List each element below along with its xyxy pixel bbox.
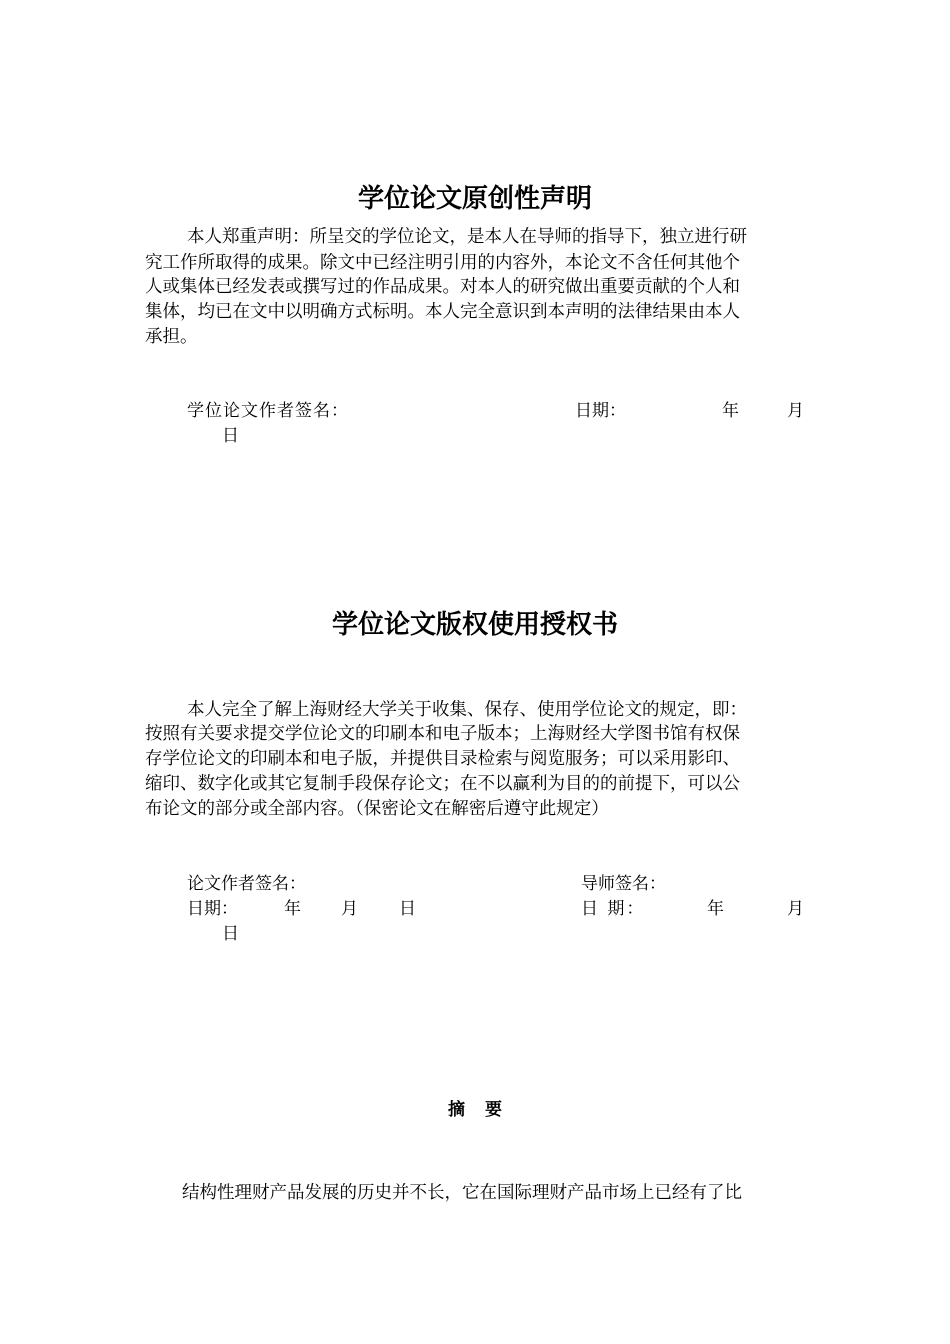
- declaration-line: 究工作所取得的成果。除文中已经注明引用的内容外，本论文不含任何其他个: [145, 253, 740, 273]
- declaration-day-label: 日: [222, 426, 239, 446]
- authorization-supervisor-day-label: 日: [222, 924, 239, 944]
- declaration-year-label: 年: [722, 401, 739, 421]
- authorization-author-year-label: 年: [284, 899, 301, 919]
- authorization-supervisor-date-label: 日 期：: [581, 899, 646, 919]
- authorization-author-day-label: 日: [399, 899, 416, 919]
- authorization-supervisor-year-label: 年: [707, 899, 724, 919]
- declaration-line: 本人郑重声明：所呈交的学位论文，是本人在导师的指导下，独立进行研: [187, 227, 747, 247]
- abstract-title: 摘要: [448, 1100, 522, 1120]
- authorization-supervisor-month-label: 月: [787, 899, 804, 919]
- authorization-supervisor-signature-label: 导师签名：: [581, 874, 666, 894]
- authorization-line: 缩印、数字化或其它复制手段保存论文；在不以赢利为目的的前提下，可以公: [145, 774, 740, 794]
- declaration-line: 承担。: [145, 327, 198, 347]
- authorization-title: 学位论文版权使用授权书: [331, 610, 618, 640]
- authorization-author-month-label: 月: [341, 899, 358, 919]
- declaration-author-signature-label: 学位论文作者签名：: [187, 401, 349, 421]
- declaration-date-label: 日期：: [575, 401, 626, 421]
- authorization-line: 按照有关要求提交学位论文的印刷本和电子版本；上海财经大学图书馆有权保: [145, 724, 740, 744]
- abstract-first-line: 结构性理财产品发展的历史并不长，它在国际理财产品市场上已经有了比: [182, 1183, 742, 1203]
- declaration-line: 人或集体已经发表或撰写过的作品成果。对本人的研究做出重要贡献的个人和: [145, 277, 740, 297]
- declaration-title: 学位论文原创性声明: [357, 184, 592, 214]
- authorization-line: 存学位论文的印刷本和电子版，并提供目录检索与阅览服务；可以采用影印、: [145, 749, 740, 769]
- declaration-month-label: 月: [787, 401, 804, 421]
- authorization-author-signature-label: 论文作者签名：: [187, 874, 306, 894]
- authorization-author-date-label: 日期：: [187, 899, 238, 919]
- authorization-line: 布论文的部分或全部内容。（保密论文在解密后遵守此规定）: [145, 799, 609, 819]
- declaration-line: 集体，均已在文中以明确方式标明。本人完全意识到本声明的法律结果由本人: [145, 302, 740, 322]
- authorization-line: 本人完全了解上海财经大学关于收集、保存、使用学位论文的规定，即：: [187, 700, 747, 720]
